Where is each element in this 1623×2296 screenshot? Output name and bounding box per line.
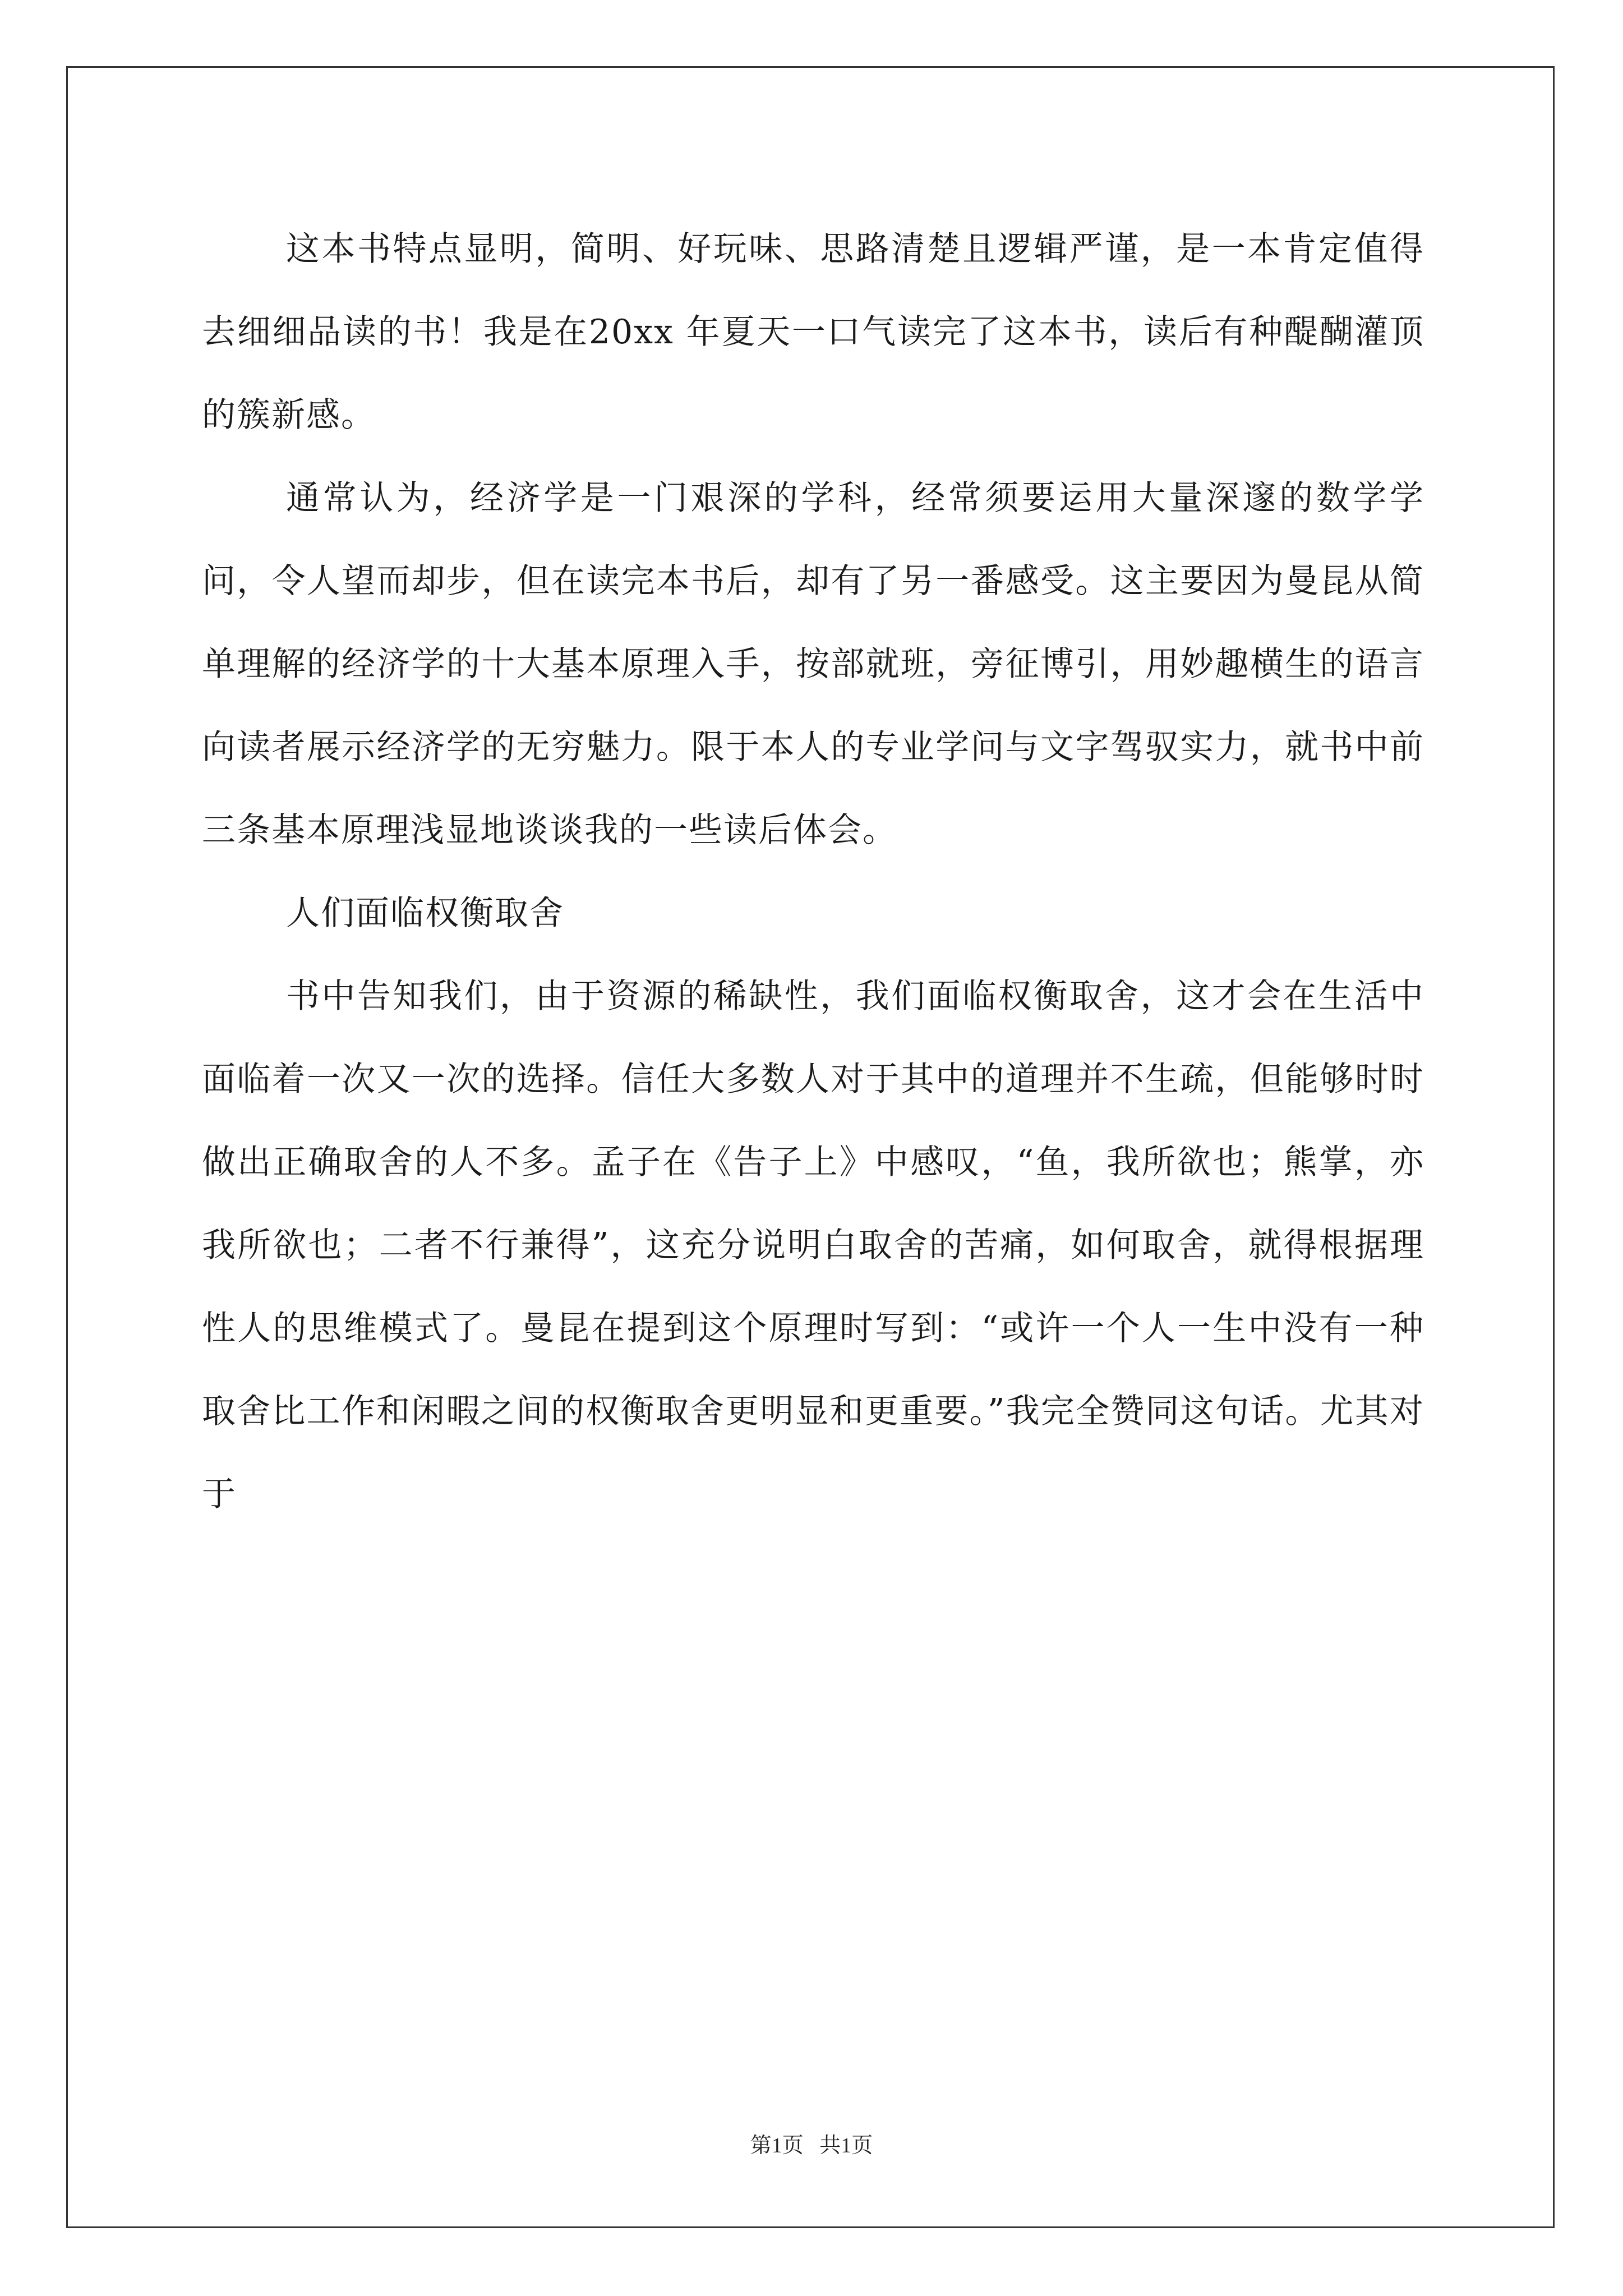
document-body [202,208,1424,1536]
paragraph-intro: 这本书特点显明，简明、好玩味、思路清楚且逻辑严谨，是一本肯定值得去细细品读的书！我是在20xx 年夏天一口气读完了这本书，读后有种醍醐灌顶的簇新感。 [202,229,1424,435]
paragraph-economics-view: 通常认为，经济学是一门艰深的学科，经常须要运用大量深邃的数学学问，令人望而却步，但在读完本书后，却有了另一番感受。这主要因为曼昆从简单理解的经济学的十大基本原理入手，按部就班，旁征博引，用妙趣横生的语言向读者展示经济学的无穷魅力。限于本人的专业学问与文字驾驭实力，就书中前三条基本原理浅显地谈谈我的一些读后体会。 [202,478,1424,850]
page-number-footer: 第1页 共1页 [750,2134,873,2157]
paragraph-tradeoffs: 书中告知我们，由于资源的稀缺性，我们面临权衡取舍，这才会在生活中面临着一次又一次的选择。信任大多数人对于其中的道理并不生疏，但能够时时做出正确取舍的人不多。孟子在《告子上》中感叹，“鱼，我所欲也；熊掌，亦我所欲也；二者不行兼得”，这充分说明白取舍的苦痛，如何取舍，就得根据理性人的思维模式了。曼昆在提到这个原理时写到：“或许一个人一生中没有一种取舍比工作和闲暇之间的权衡取舍更明显和更重要。”我完全赞同这句话。尤其对于 [202,977,1424,1514]
section-heading: 人们面临权衡取舍 [286,894,564,933]
